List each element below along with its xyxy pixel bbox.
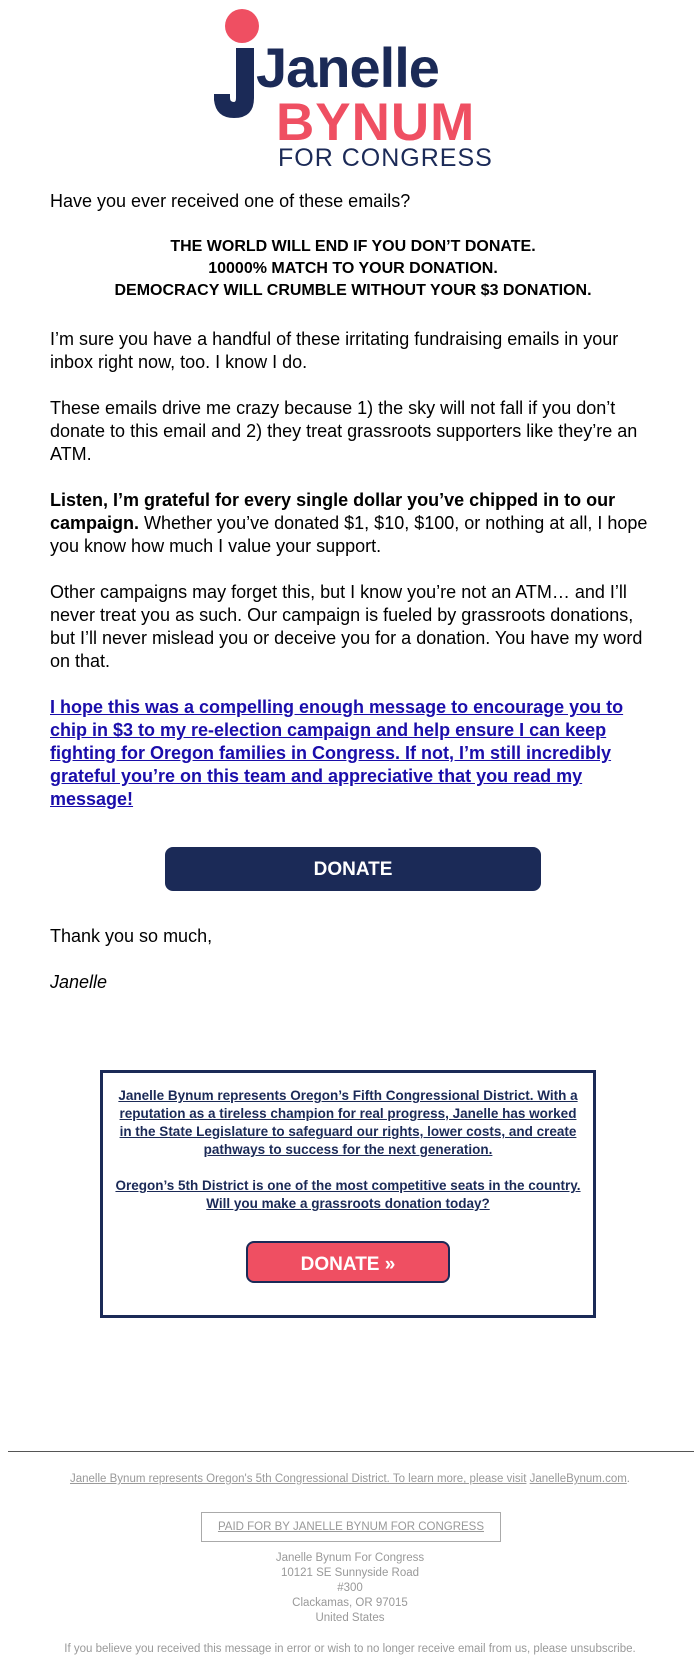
- sign-off: Thank you so much,: [50, 926, 213, 946]
- address-country: United States: [315, 1612, 385, 1624]
- headline-2: 10000% MATCH TO YOUR DONATION.: [208, 260, 498, 277]
- footer-represents: [0, 1472, 700, 1487]
- footer-site-link[interactable]: JanelleBynum.com: [529, 1473, 627, 1485]
- signature: Janelle: [50, 972, 108, 992]
- paragraph-1: I’m sure you have a handful of these irritating fundraising emails in your inbox right now, too. I know I do.: [50, 329, 619, 372]
- district-text-link[interactable]: Oregon’s 5th District is one of the most competitive seats in the country. Will you make a grassroots donation today?: [115, 1178, 581, 1211]
- footer-period: .: [626, 1473, 630, 1485]
- headline-1: THE WORLD WILL END IF YOU DON’T DONATE.: [170, 238, 536, 255]
- paragraph-3: [50, 489, 656, 558]
- campaign-logo: [0, 0, 700, 180]
- logo-subtitle: FOR CONGRESS: [278, 144, 493, 172]
- bio-text-link[interactable]: Janelle Bynum represents Oregon’s Fifth Congressional District. With a reputation as a tireless champion for real progress, Janelle has worked in the State Legislature to safeguard our rights, lower costs, and create pathways to success for the next generation.: [118, 1088, 578, 1157]
- donate-red-button[interactable]: DONATE »: [246, 1241, 450, 1283]
- headline-3: DEMOCRACY WILL CRUMBLE WITHOUT YOUR $3 DONATION.: [114, 282, 592, 299]
- unsubscribe-text[interactable]: If you believe you received this message in error or wish to no longer receive email from us, please unsubscribe.: [64, 1643, 636, 1655]
- paragraph-4: Other campaigns may forget this, but I know you’re not an ATM… and I’ll never treat you as such. Our campaign is fueled by grassroots donations, but I’ll never mislead you or deceive you for a donation. You have my word on that.: [50, 582, 643, 671]
- paragraph-3-rest: Whether you’ve donated $1, $10, $100, or nothing at all, I hope you know how much I value your support.: [50, 513, 648, 556]
- address-org: Janelle Bynum For Congress: [275, 1552, 425, 1564]
- headline-block: [50, 236, 656, 302]
- address-city: Clackamas, OR 97015: [292, 1597, 408, 1609]
- paid-for-disclaimer[interactable]: PAID FOR BY JANELLE BYNUM FOR CONGRESS: [201, 1512, 501, 1542]
- footer-divider: [8, 1451, 694, 1452]
- intro-text: Have you ever received one of these emails?: [50, 191, 411, 211]
- footer-represents-text[interactable]: Janelle Bynum represents Oregon's 5th Congressional District. To learn more, please visit: [69, 1473, 527, 1485]
- paragraph-3-bold: Listen, I’m grateful for every single dollar you’ve chipped in to our campaign.: [50, 490, 616, 533]
- logo-j-hook: [214, 48, 254, 118]
- logo-dot: [225, 9, 259, 43]
- donate-button[interactable]: DONATE: [165, 847, 541, 891]
- logo-last-name: BYNUM: [276, 93, 476, 152]
- logo-first-name: Janelle: [256, 36, 439, 99]
- address-suite: #300: [337, 1582, 363, 1594]
- email-body: [50, 190, 656, 1017]
- bio-box: [100, 1070, 596, 1318]
- donation-appeal-link[interactable]: I hope this was a compelling enough message to encourage you to chip in $3 to my re-election campaign and help ensure I can keep fighting for Oregon families in Congress. If not, I’m still incredibly grateful you’re on this team and appreciative that you read my message!: [50, 697, 624, 809]
- address-street: 10121 SE Sunnyside Road: [280, 1567, 420, 1579]
- paragraph-2: These emails drive me crazy because 1) the sky will not fall if you don’t donate to this email and 2) they treat grassroots supporters like they’re an ATM.: [50, 398, 638, 464]
- footer-address: [0, 1551, 700, 1626]
